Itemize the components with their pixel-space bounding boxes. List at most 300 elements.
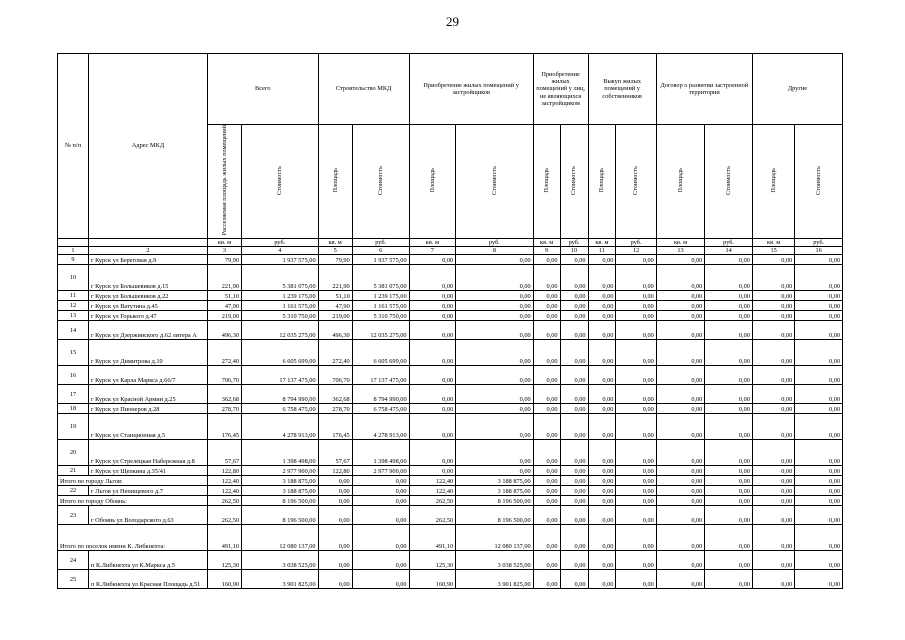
value-cell: 0,00: [352, 486, 409, 496]
value-cell: 0,00: [318, 476, 352, 486]
value-cell: 0,00: [409, 440, 456, 466]
unit-cell: руб.: [616, 238, 656, 246]
value-cell: 0,00: [656, 385, 705, 404]
value-cell: 8 794 990,00: [242, 385, 319, 404]
value-cell: 0,00: [752, 476, 794, 486]
table-row: [58, 255, 843, 265]
value-cell: 0,00: [616, 476, 656, 486]
value-cell: 0,00: [560, 486, 588, 496]
value-cell: 0,00: [588, 476, 616, 486]
value-cell: 122,40: [409, 476, 456, 486]
value-cell: 0,00: [795, 291, 843, 301]
row-address: г Курск ул Щепкина д.35/41: [89, 466, 208, 476]
column-number-cell: 10: [560, 246, 588, 254]
value-cell: 8 196 500,00: [456, 506, 534, 525]
value-cell: 122,80: [318, 466, 352, 476]
unit-cell: руб.: [352, 238, 409, 246]
value-cell: 496,30: [318, 321, 352, 340]
value-cell: 0,00: [588, 414, 616, 440]
value-cell: 1 161 575,00: [242, 301, 319, 311]
header-sub-cell: [560, 125, 588, 239]
value-cell: 0,00: [752, 340, 794, 366]
header-group-total: Всего: [207, 54, 318, 125]
value-cell: 0,00: [795, 385, 843, 404]
header-sub-label: Площадь: [543, 167, 550, 193]
value-cell: 0,00: [456, 265, 534, 291]
row-number: 18: [58, 404, 89, 414]
value-cell: 0,00: [705, 301, 753, 311]
header-num: № п/п: [58, 54, 89, 239]
value-cell: 0,00: [533, 466, 560, 476]
value-cell: 0,00: [656, 340, 705, 366]
value-cell: 0,00: [533, 265, 560, 291]
value-cell: 0,00: [705, 291, 753, 301]
header-group-developers: Приобретение жилых помещений у застройщиков: [409, 54, 533, 125]
value-cell: 219,00: [207, 311, 241, 321]
value-cell: 0,00: [795, 440, 843, 466]
value-cell: 6 605 699,00: [352, 340, 409, 366]
column-number-cell: 14: [705, 246, 753, 254]
unit-cell: кв. м: [533, 238, 560, 246]
value-cell: 0,00: [533, 496, 560, 506]
value-cell: 3 188 875,00: [242, 486, 319, 496]
value-cell: 0,00: [409, 265, 456, 291]
value-cell: 262,50: [207, 496, 241, 506]
value-cell: 0,00: [616, 414, 656, 440]
value-cell: 0,00: [616, 486, 656, 496]
value-cell: 0,00: [560, 265, 588, 291]
value-cell: 1 398 498,00: [242, 440, 319, 466]
unit-cell: руб.: [560, 238, 588, 246]
subtotal-label: Итого по городу Обоянь:: [58, 496, 208, 506]
column-number-cell: 5: [318, 246, 352, 254]
row-address: г Курск ул Горького д.47: [89, 311, 208, 321]
row-number: 20: [58, 440, 89, 466]
column-number-cell: 12: [616, 246, 656, 254]
header-sub-cell: [588, 125, 616, 239]
value-cell: 125,30: [409, 551, 456, 570]
value-cell: 0,00: [456, 255, 534, 265]
page-number: 29: [446, 14, 459, 29]
value-cell: 262,50: [409, 506, 456, 525]
value-cell: 0,00: [318, 506, 352, 525]
subtotal-row: [58, 476, 843, 486]
value-cell: 0,00: [752, 301, 794, 311]
value-cell: 0,00: [795, 265, 843, 291]
value-cell: 491,10: [207, 525, 241, 551]
subtotal-row: [58, 496, 843, 506]
value-cell: 706,70: [318, 366, 352, 385]
value-cell: 1 937 575,00: [242, 255, 319, 265]
row-number: 12: [58, 301, 89, 311]
value-cell: 0,00: [352, 476, 409, 486]
header-sub-cell: [795, 125, 843, 239]
value-cell: 0,00: [352, 496, 409, 506]
row-address: г Курск ул Ватутина д.45: [89, 301, 208, 311]
value-cell: 0,00: [705, 404, 753, 414]
table-row: [58, 570, 843, 589]
value-cell: 0,00: [752, 404, 794, 414]
value-cell: 0,00: [560, 321, 588, 340]
subtotal-label: Итого по поселок имени К. Либкнехта:: [58, 525, 208, 551]
value-cell: 3 901 825,00: [456, 570, 534, 589]
table-row: [58, 301, 843, 311]
value-cell: 57,67: [318, 440, 352, 466]
value-cell: 221,90: [318, 265, 352, 291]
value-cell: 0,00: [560, 366, 588, 385]
value-cell: 0,00: [588, 506, 616, 525]
value-cell: 0,00: [560, 466, 588, 476]
header-sub-label: Площадь: [598, 167, 606, 193]
unit-cell: кв. м: [752, 238, 794, 246]
value-cell: 0,00: [752, 440, 794, 466]
value-cell: 8 196 500,00: [242, 506, 319, 525]
value-cell: 4 278 913,00: [242, 414, 319, 440]
row-address: г Курск ул Большевиков д.22: [89, 291, 208, 301]
value-cell: 1 937 575,00: [352, 255, 409, 265]
value-cell: 0,00: [752, 466, 794, 476]
value-cell: 0,00: [560, 291, 588, 301]
header-address: Адрес МКД: [89, 54, 208, 239]
value-cell: 0,00: [533, 340, 560, 366]
value-cell: 47,90: [318, 301, 352, 311]
value-cell: 0,00: [560, 311, 588, 321]
value-cell: 0,00: [705, 496, 753, 506]
value-cell: 0,00: [752, 321, 794, 340]
unit-cell: [89, 238, 208, 246]
row-number: 9: [58, 255, 89, 265]
value-cell: 0,00: [560, 255, 588, 265]
header-sub-label: Стоимость: [815, 165, 823, 195]
table-row: [58, 404, 843, 414]
row-address: г Курск ул Станционная д.5: [89, 414, 208, 440]
value-cell: 0,00: [588, 385, 616, 404]
value-cell: 0,00: [795, 255, 843, 265]
value-cell: 0,00: [656, 496, 705, 506]
value-cell: 262,50: [207, 506, 241, 525]
value-cell: 0,00: [705, 321, 753, 340]
value-cell: 219,00: [318, 311, 352, 321]
value-cell: 0,00: [705, 525, 753, 551]
value-cell: 0,00: [533, 385, 560, 404]
value-cell: 0,00: [456, 301, 534, 311]
value-cell: 122,80: [207, 466, 241, 476]
row-address: г Льгов ул Непищевого д.7: [89, 486, 208, 496]
value-cell: 0,00: [588, 525, 616, 551]
value-cell: 51,10: [207, 291, 241, 301]
value-cell: 0,00: [705, 551, 753, 570]
value-cell: 17 137 475,00: [352, 366, 409, 385]
value-cell: 0,00: [588, 291, 616, 301]
value-cell: 3 188 875,00: [242, 476, 319, 486]
value-cell: 0,00: [533, 311, 560, 321]
value-cell: 0,00: [456, 440, 534, 466]
value-cell: 0,00: [533, 570, 560, 589]
value-cell: 0,00: [352, 570, 409, 589]
header-sub-label: Стоимость: [377, 165, 385, 195]
value-cell: 272,40: [207, 340, 241, 366]
value-cell: 0,00: [752, 311, 794, 321]
header-sub-label: Стоимость: [490, 165, 498, 195]
value-cell: 51,10: [318, 291, 352, 301]
value-cell: 0,00: [588, 321, 616, 340]
value-cell: 3 038 525,00: [456, 551, 534, 570]
value-cell: 0,00: [560, 525, 588, 551]
value-cell: 12 080 137,00: [242, 525, 319, 551]
value-cell: 0,00: [752, 291, 794, 301]
value-cell: 0,00: [456, 321, 534, 340]
value-cell: 0,00: [656, 525, 705, 551]
value-cell: 0,00: [656, 255, 705, 265]
value-cell: 57,67: [207, 440, 241, 466]
value-cell: 0,00: [616, 506, 656, 525]
table-row: [58, 291, 843, 301]
unit-cell: [58, 238, 89, 246]
value-cell: 0,00: [656, 301, 705, 311]
column-number-cell: 11: [588, 246, 616, 254]
value-cell: 3 038 525,00: [242, 551, 319, 570]
value-cell: 0,00: [795, 404, 843, 414]
value-cell: 47,90: [207, 301, 241, 311]
value-cell: 5 381 075,00: [242, 265, 319, 291]
value-cell: 0,00: [588, 311, 616, 321]
header-group-non-developers: Приобретение жилых помещений у лиц, не являющихся застройщиком: [533, 54, 588, 125]
value-cell: 3 901 825,00: [242, 570, 319, 589]
header-group-other: Другие: [752, 54, 842, 125]
table-row: [58, 466, 843, 476]
row-address: г Курск ул Береговая д.9: [89, 255, 208, 265]
value-cell: 0,00: [616, 366, 656, 385]
value-cell: 0,00: [456, 311, 534, 321]
value-cell: 0,00: [456, 291, 534, 301]
value-cell: 0,00: [409, 466, 456, 476]
table-row: [58, 321, 843, 340]
header-sub-cell: [705, 125, 753, 239]
column-number-cell: 1: [58, 246, 89, 254]
value-cell: 0,00: [616, 301, 656, 311]
value-cell: 0,00: [795, 506, 843, 525]
value-cell: 0,00: [560, 340, 588, 366]
row-number: 14: [58, 321, 89, 340]
column-number-cell: 8: [456, 246, 534, 254]
row-number: 19: [58, 414, 89, 440]
header-sub-label: Площадь: [769, 167, 777, 193]
value-cell: 0,00: [752, 366, 794, 385]
row-address: г Курск ул Красной Армии д.25: [89, 385, 208, 404]
value-cell: 12 035 275,00: [352, 321, 409, 340]
value-cell: 0,00: [795, 525, 843, 551]
value-cell: 0,00: [318, 551, 352, 570]
value-cell: 0,00: [616, 404, 656, 414]
header-sub-cell: [616, 125, 656, 239]
value-cell: 0,00: [409, 311, 456, 321]
row-number: 23: [58, 506, 89, 525]
value-cell: 0,00: [656, 404, 705, 414]
value-cell: 0,00: [705, 486, 753, 496]
value-cell: 0,00: [705, 366, 753, 385]
value-cell: 122,40: [207, 486, 241, 496]
value-cell: 0,00: [352, 525, 409, 551]
value-cell: 0,00: [318, 525, 352, 551]
value-cell: 0,00: [752, 486, 794, 496]
unit-cell: руб.: [456, 238, 534, 246]
value-cell: 176,45: [318, 414, 352, 440]
value-cell: 221,90: [207, 265, 241, 291]
value-cell: 0,00: [795, 551, 843, 570]
header-sub-label: Стоимость: [276, 165, 284, 195]
value-cell: 272,40: [318, 340, 352, 366]
table-row: [58, 366, 843, 385]
value-cell: 5 310 750,00: [352, 311, 409, 321]
value-cell: 1 161 575,00: [352, 301, 409, 311]
value-cell: 0,00: [656, 440, 705, 466]
row-number: 11: [58, 291, 89, 301]
row-number: 21: [58, 466, 89, 476]
value-cell: 0,00: [560, 496, 588, 506]
value-cell: 0,00: [533, 476, 560, 486]
value-cell: 0,00: [318, 496, 352, 506]
table-row: [58, 340, 843, 366]
value-cell: 0,00: [795, 321, 843, 340]
value-cell: 0,00: [456, 414, 534, 440]
value-cell: 0,00: [705, 265, 753, 291]
unit-cell: кв. м: [207, 238, 241, 246]
value-cell: 0,00: [616, 570, 656, 589]
header-sub-label: Площадь: [331, 167, 339, 193]
value-cell: 0,00: [588, 551, 616, 570]
header-sub-label: Площадь: [676, 167, 684, 193]
row-address: г Курск ул Стрелецкая Набережная д.8: [89, 440, 208, 466]
value-cell: 706,70: [207, 366, 241, 385]
value-cell: 176,45: [207, 414, 241, 440]
value-cell: 0,00: [560, 404, 588, 414]
value-cell: 0,00: [616, 551, 656, 570]
row-address: п К.Либкнехта ул К.Маркса д.5: [89, 551, 208, 570]
value-cell: 0,00: [409, 385, 456, 404]
value-cell: 0,00: [616, 466, 656, 476]
table-row: [58, 414, 843, 440]
column-number-cell: 9: [533, 246, 560, 254]
value-cell: 0,00: [705, 340, 753, 366]
value-cell: 0,00: [560, 440, 588, 466]
value-cell: 0,00: [752, 385, 794, 404]
unit-cell: кв. м: [318, 238, 352, 246]
value-cell: 0,00: [656, 414, 705, 440]
row-number: 24: [58, 551, 89, 570]
value-cell: 0,00: [705, 506, 753, 525]
subtotal-label: Итого по городу Льгов:: [58, 476, 208, 486]
header-group-row: [58, 54, 843, 125]
value-cell: 0,00: [656, 551, 705, 570]
column-number-cell: 13: [656, 246, 705, 254]
value-cell: 0,00: [795, 366, 843, 385]
resettlement-table: [57, 53, 843, 589]
value-cell: 0,00: [795, 466, 843, 476]
value-cell: 0,00: [456, 466, 534, 476]
unit-cell: руб.: [795, 238, 843, 246]
table-body: [58, 255, 843, 589]
header-sub-cell: [409, 125, 456, 239]
value-cell: 491,10: [409, 525, 456, 551]
value-cell: 0,00: [456, 340, 534, 366]
value-cell: 0,00: [656, 466, 705, 476]
row-address: г Курск ул Большевиков д.15: [89, 265, 208, 291]
value-cell: 0,00: [533, 440, 560, 466]
value-cell: 0,00: [656, 366, 705, 385]
header-sub-cell: [656, 125, 705, 239]
value-cell: 0,00: [533, 414, 560, 440]
value-cell: 1 239 175,00: [352, 291, 409, 301]
value-cell: 6 758 475,00: [242, 404, 319, 414]
value-cell: 0,00: [409, 404, 456, 414]
table-row: [58, 506, 843, 525]
value-cell: 0,00: [533, 404, 560, 414]
value-cell: 79,90: [318, 255, 352, 265]
value-cell: 0,00: [656, 506, 705, 525]
value-cell: 278,70: [207, 404, 241, 414]
value-cell: 0,00: [795, 414, 843, 440]
column-numbers-row: [58, 246, 843, 254]
value-cell: 6 605 699,00: [242, 340, 319, 366]
value-cell: 0,00: [752, 414, 794, 440]
value-cell: 0,00: [533, 525, 560, 551]
value-cell: 122,40: [207, 476, 241, 486]
value-cell: 0,00: [705, 440, 753, 466]
value-cell: 2 977 900,00: [242, 466, 319, 476]
subtotal-row: [58, 525, 843, 551]
value-cell: 0,00: [533, 551, 560, 570]
value-cell: 0,00: [795, 301, 843, 311]
column-number-cell: 6: [352, 246, 409, 254]
value-cell: 6 758 475,00: [352, 404, 409, 414]
value-cell: 0,00: [533, 321, 560, 340]
value-cell: 0,00: [409, 291, 456, 301]
value-cell: 0,00: [656, 321, 705, 340]
value-cell: 0,00: [560, 414, 588, 440]
value-cell: 8 196 500,00: [456, 496, 534, 506]
row-address: г Курск ул Карла Маркса д.66/7: [89, 366, 208, 385]
row-number: 10: [58, 265, 89, 291]
column-number-cell: 3: [207, 246, 241, 254]
value-cell: 0,00: [588, 255, 616, 265]
value-cell: 0,00: [705, 385, 753, 404]
row-number: 17: [58, 385, 89, 404]
table-row: [58, 440, 843, 466]
value-cell: 0,00: [456, 385, 534, 404]
value-cell: 5 381 075,00: [352, 265, 409, 291]
header-sub-cell: [352, 125, 409, 239]
table-row: [58, 385, 843, 404]
value-cell: 0,00: [560, 551, 588, 570]
value-cell: 12 035 275,00: [242, 321, 319, 340]
value-cell: 0,00: [409, 301, 456, 311]
value-cell: 0,00: [588, 486, 616, 496]
value-cell: 0,00: [588, 366, 616, 385]
value-cell: 0,00: [456, 404, 534, 414]
value-cell: 0,00: [752, 551, 794, 570]
value-cell: 1 398 498,00: [352, 440, 409, 466]
value-cell: 0,00: [560, 385, 588, 404]
unit-cell: руб.: [242, 238, 319, 246]
value-cell: 0,00: [656, 570, 705, 589]
value-cell: 0,00: [560, 506, 588, 525]
value-cell: 262,50: [409, 496, 456, 506]
unit-cell: кв. м: [588, 238, 616, 246]
column-number-cell: 2: [89, 246, 208, 254]
value-cell: 8 196 500,00: [242, 496, 319, 506]
value-cell: 122,40: [409, 486, 456, 496]
value-cell: 79,90: [207, 255, 241, 265]
